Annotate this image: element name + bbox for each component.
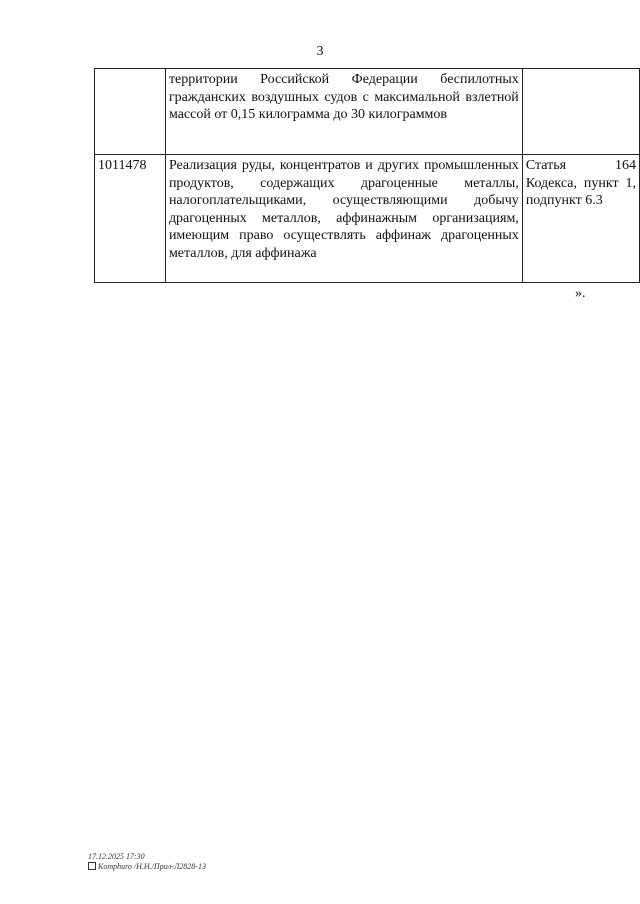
footer-timestamp: 17.12.2025 17:30 — [88, 852, 145, 861]
table-row — [95, 155, 640, 283]
code-cell: 1011478 — [95, 155, 166, 283]
reference-cell — [522, 69, 639, 155]
footer-note: Komphuro /Н.Н./Прил-Л2828-13 — [98, 862, 206, 871]
description-cell: Реализация руды, концентратов и других промышленных продуктов, содержащих драгоценные металлы, налогоплательщиками, осуществляющими добычу драгоценных металлов, аффинажным организациям, имеющим право осуществлять аффинаж драгоценных металлов, для аффинажа — [165, 155, 522, 283]
benefits-table — [94, 68, 640, 283]
page-number: 3 — [316, 44, 324, 59]
closing-quote: ». — [575, 286, 586, 301]
table-row — [95, 69, 640, 155]
description-cell: территории Российской Федерации беспилотных гражданских воздушных судов с максимальной взлетной массой от 0,15 килограмма до 30 килограммов — [165, 69, 522, 155]
code-cell — [95, 69, 166, 155]
checkbox-icon — [88, 862, 96, 870]
footer — [88, 852, 206, 872]
reference-cell: Статья 164 Кодекса, пункт 1, подпункт 6.3 — [522, 155, 639, 283]
footer-note-line — [88, 862, 206, 872]
